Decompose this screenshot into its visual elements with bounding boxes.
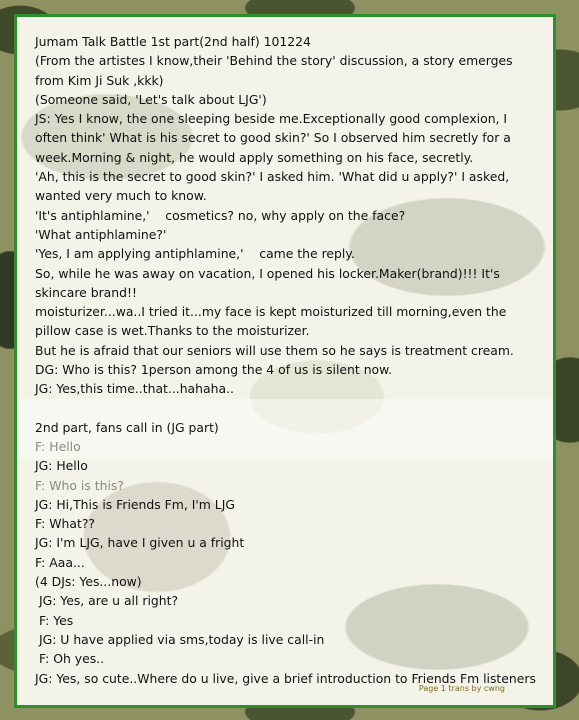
transcript-line: F: What?? <box>35 516 95 532</box>
transcript-line: So, while he was away on vacation, I opened his locker.Maker(brand)!!! It's skincare brand!! <box>35 265 500 300</box>
section-heading: 2nd part, fans call in (JG part) <box>35 419 219 435</box>
transcript-line: JG: Yes, are u all right? <box>35 593 179 609</box>
page-footer: Page 1 trans by cwng <box>418 684 505 693</box>
transcript-body <box>35 32 543 688</box>
transcript-line: JG: Yes, so cute..Where do u live, give a brief introduction to Friends Fm listeners <box>35 670 536 686</box>
transcript-line: F: Yes <box>35 612 74 628</box>
transcript-line: JG: Hi,This is Friends Fm, I'm LJG <box>35 496 235 512</box>
transcript-line: F: Oh yes.. <box>35 651 105 667</box>
transcript-title: Jumam Talk Battle 1st part(2nd half) 101224 <box>35 34 311 49</box>
document-page <box>14 14 556 708</box>
transcript-line: (4 DJs: Yes...now) <box>35 574 142 590</box>
transcript-line: JG: Hello <box>35 458 88 474</box>
spacer <box>35 399 543 418</box>
transcript-line: JG: Yes,this time..that...hahaha.. <box>35 381 234 397</box>
transcript-line: F: Aaa... <box>35 554 85 570</box>
transcript-line: (Someone said, 'Let's talk about LJG') <box>35 91 267 107</box>
transcript-line: JS: Yes I know, the one sleeping beside me.Exceptionally good complexion, I often think' What is his secret to good skin?' So I observed him secretly for a week.Morning & night, he would apply something on his face, secretly. <box>35 111 511 165</box>
transcript-line: F: Hello <box>35 438 81 454</box>
transcript-line: 'Ah, this is the secret to good skin?' I asked him. 'What did u apply?' I asked, wanted very much to know. <box>35 169 510 204</box>
transcript-line: DG: Who is this? 1person among the 4 of us is silent now. <box>35 362 393 378</box>
transcript-line: JG: U have applied via sms,today is live call-in <box>35 631 325 647</box>
transcript-line: But he is afraid that our seniors will use them so he says is treatment cream. <box>35 342 514 358</box>
transcript-line: 'What antiphlamine?' <box>35 226 167 242</box>
transcript-line: F: Who is this? <box>35 477 124 493</box>
transcript-line: JG: I'm LJG, have I given u a fright <box>35 535 245 551</box>
transcript-line: (From the artistes I know,their 'Behind the story' discussion, a story emerges from Kim Ji Suk ,kkk) <box>35 53 513 88</box>
transcript-line: moisturizer...wa..I tried it...my face is kept moisturized till morning,even the pillow case is wet.Thanks to the moisturizer. <box>35 304 507 339</box>
transcript-line: 'It's antiphlamine,' cosmetics? no, why apply on the face? <box>35 207 406 223</box>
transcript-line: 'Yes, I am applying antiphlamine,' came the reply. <box>35 246 355 262</box>
